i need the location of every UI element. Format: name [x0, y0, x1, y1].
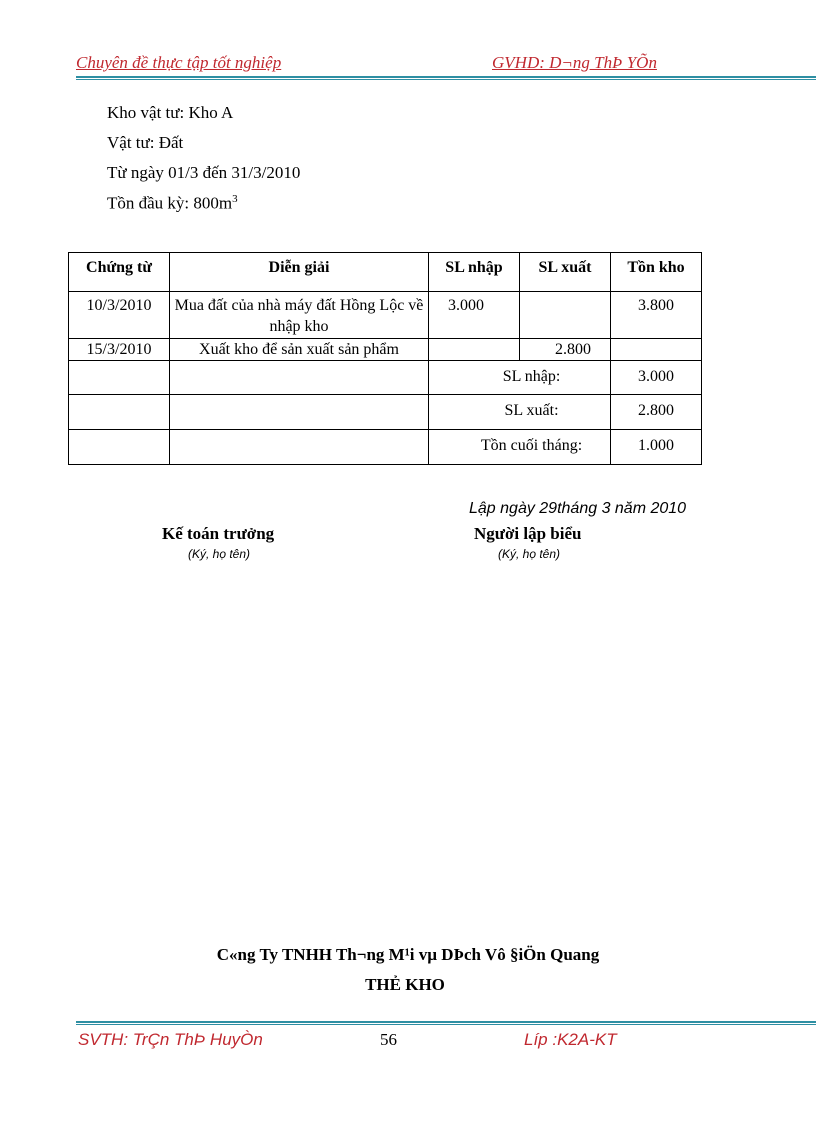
- col-header-qty-out: SL xuất: [520, 253, 611, 292]
- cell-description: Xuất kho để sản xuất sản phẩm: [170, 339, 429, 361]
- chief-accountant-title: Kế toán trưởng: [162, 524, 275, 543]
- opening-stock-label: Tồn đầu kỳ: 800m: [107, 193, 233, 213]
- cell-qty-in: [429, 339, 520, 361]
- col-header-qty-in: SL nhập: [429, 253, 520, 292]
- stock-card-table: [68, 252, 702, 465]
- cell-description: Mua đất của nhà máy đất Hồng Lộc về nhập kho: [170, 292, 429, 339]
- summary-row: [69, 430, 702, 465]
- signature-date-line: Lập ngày 29tháng 3 năm 2010: [469, 500, 687, 517]
- cell-date: 15/3/2010: [69, 339, 170, 361]
- table-row: [69, 339, 702, 361]
- cell-stock: [611, 339, 702, 361]
- summary-value-closing: 1.000: [611, 430, 702, 465]
- footer-class: Líp :K2A-KT: [524, 1030, 617, 1049]
- page-number: 56: [380, 1030, 397, 1049]
- cell-qty-in: 3.000: [429, 292, 520, 339]
- opening-stock-line: [107, 193, 238, 214]
- warehouse-line: Kho vật tư: Kho A: [107, 103, 234, 122]
- col-header-voucher: Chứng từ: [69, 253, 170, 292]
- summary-value-out: 2.800: [611, 395, 702, 430]
- empty-cell: [170, 395, 429, 430]
- summary-row: [69, 395, 702, 430]
- cell-qty-out: 2.800: [520, 339, 611, 361]
- empty-cell: [170, 361, 429, 395]
- table-header-row: [69, 253, 702, 292]
- period-line: Từ ngày 01/3 đến 31/3/2010: [107, 163, 301, 182]
- table-row: [69, 292, 702, 339]
- empty-cell: [69, 430, 170, 465]
- empty-cell: [69, 395, 170, 430]
- header-left: Chuyên đề thực tập tốt nghiệp: [76, 53, 282, 72]
- cell-stock: 3.800: [611, 292, 702, 339]
- empty-cell: [69, 361, 170, 395]
- preparer-title: Người lập biểu: [474, 524, 582, 543]
- opening-stock-unit-sup: 3: [232, 193, 238, 205]
- empty-cell: [170, 430, 429, 465]
- footer-student: SVTH: TrÇn ThÞ HuyÒn: [78, 1030, 263, 1049]
- company-name: C«ng Ty TNHH Th¬ng M¹i vµ DÞch Vô §iÖn Quang: [216, 945, 600, 964]
- chief-accountant-sign-note: (Ký, họ tên): [188, 547, 251, 561]
- col-header-stock: Tồn kho: [611, 253, 702, 292]
- cell-qty-out: [520, 292, 611, 339]
- header-rule: [76, 76, 816, 80]
- material-line: Vật tư: Đất: [107, 133, 184, 152]
- summary-label-out: SL xuất:: [429, 395, 611, 430]
- summary-label-in: SL nhập:: [429, 361, 611, 395]
- summary-label-closing: Tồn cuối tháng:: [429, 430, 611, 465]
- col-header-description: Diễn giải: [170, 253, 429, 292]
- summary-row: [69, 361, 702, 395]
- summary-value-in: 3.000: [611, 361, 702, 395]
- footer-rule: [76, 1021, 816, 1025]
- cell-date: 10/3/2010: [69, 292, 170, 339]
- document-title: THẺ KHO: [365, 975, 445, 994]
- preparer-sign-note: (Ký, họ tên): [498, 547, 561, 561]
- header-right: GVHD: D¬ng ThÞ YÕn: [492, 53, 657, 72]
